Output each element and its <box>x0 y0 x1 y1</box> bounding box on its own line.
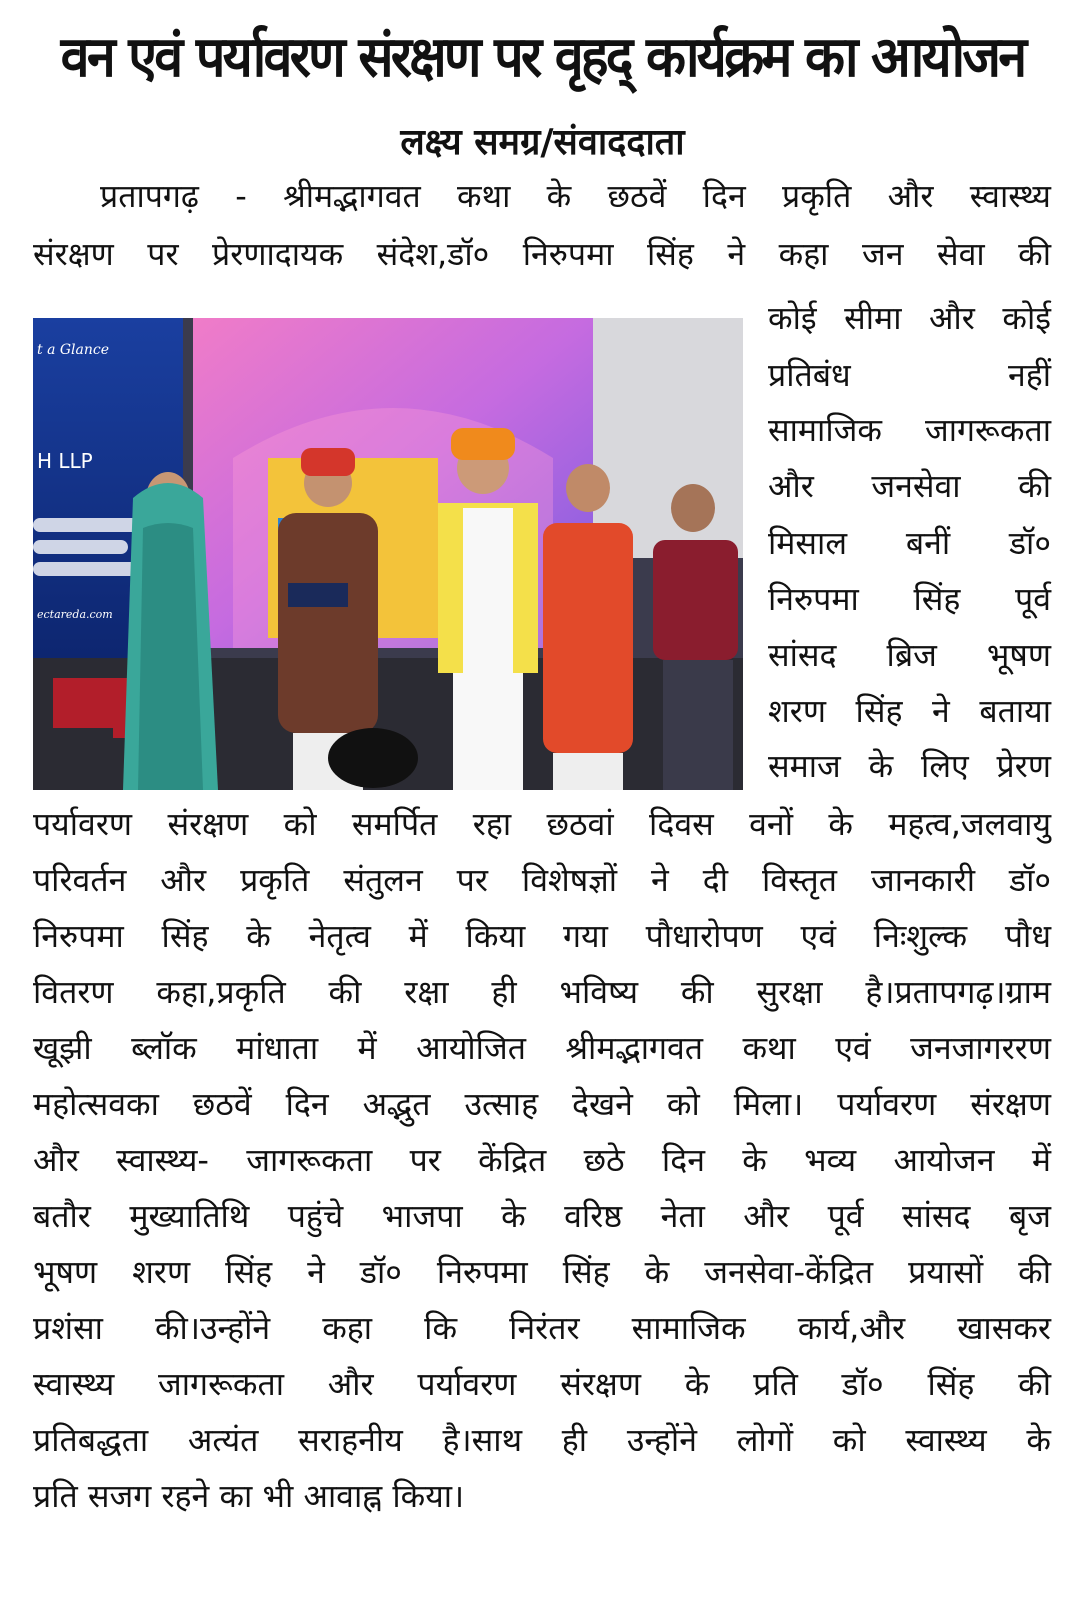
banner-text: ectareda.com <box>37 608 113 621</box>
headline: वन एवं पर्यावरण संरक्षण पर वृहद् कार्यक्रम का आयोजन <box>60 25 1025 90</box>
article-line: प्रतिबद्धता अत्यंत सराहनीय है।साथ ही उन्होंने लोगों को स्वास्थ्य के <box>33 1421 1051 1459</box>
article-line: समाज के लिए प्रेरण <box>768 747 1051 785</box>
article-line: प्रतिबंध नहीं <box>768 356 1051 394</box>
article-line: बतौर मुख्यातिथि पहुंचे भाजपा के वरिष्ठ नेता और पूर्व सांसद बृज <box>33 1197 1051 1235</box>
article-line: मिसाल बनीं डॉ० <box>768 524 1051 562</box>
article-line: सामाजिक जागरूकता <box>768 411 1051 449</box>
article-line: और जनसेवा की <box>768 467 1051 505</box>
article-line: निरुपमा सिंह पूर्व <box>768 580 1051 618</box>
event-photo-illustration <box>33 318 743 790</box>
article-line: वितरण कहा,प्रकृति की रक्षा ही भविष्य की सुरक्षा है।प्रतापगढ़।ग्राम <box>33 973 1051 1011</box>
article-line: प्रशंसा की।उन्होंने कहा कि निरंतर सामाजिक कार्य,और खासकर <box>33 1309 1051 1347</box>
article-line: प्रति सजग रहने का भी आवाह्न किया। <box>33 1477 465 1515</box>
byline: लक्ष्य समग्र/संवाददाता <box>400 122 685 163</box>
article-line: महोत्सवका छठवें दिन अद्भुत उत्साह देखने को मिला। पर्यावरण संरक्षण <box>33 1085 1051 1123</box>
article-line: परिवर्तन और प्रकृति संतुलन पर विशेषज्ञों ने दी विस्तृत जानकारी डॉ० <box>33 861 1051 899</box>
article-line: निरुपमा सिंह के नेतृत्व में किया गया पौधारोपण एवं निःशुल्क पौध <box>33 917 1051 955</box>
article-line: भूषण शरण सिंह ने डॉ० निरुपमा सिंह के जनसेवा-केंद्रित प्रयासों की <box>33 1253 1051 1291</box>
article-line: सांसद ब्रिज भूषण <box>768 636 1051 674</box>
article-line: शरण सिंह ने बताया <box>768 692 1051 730</box>
article-line: कोई सीमा और कोई <box>768 299 1051 337</box>
article-line: संरक्षण पर प्रेरणादायक संदेश,डॉ० निरुपमा सिंह ने कहा जन सेवा की <box>33 235 1051 273</box>
article-line: स्वास्थ्य जागरूकता और पर्यावरण संरक्षण के प्रति डॉ० सिंह की <box>33 1365 1051 1403</box>
banner-text: H LLP <box>37 449 93 473</box>
article-line: और स्वास्थ्य- जागरूकता पर केंद्रित छठे दिन के भव्य आयोजन में <box>33 1141 1051 1179</box>
banner-text: t a Glance <box>37 342 110 358</box>
article-line: पर्यावरण संरक्षण को समर्पित रहा छठवां दिवस वनों के महत्व,जलवायु <box>33 805 1051 843</box>
article-line: खूझी ब्लॉक मांधाता में आयोजित श्रीमद्भागवत कथा एवं जनजागररण <box>33 1029 1051 1067</box>
article-line: प्रतापगढ़ - श्रीमद्भागवत कथा के छठवें दिन प्रकृति और स्वास्थ्य <box>100 177 1051 215</box>
event-photo <box>33 318 743 790</box>
